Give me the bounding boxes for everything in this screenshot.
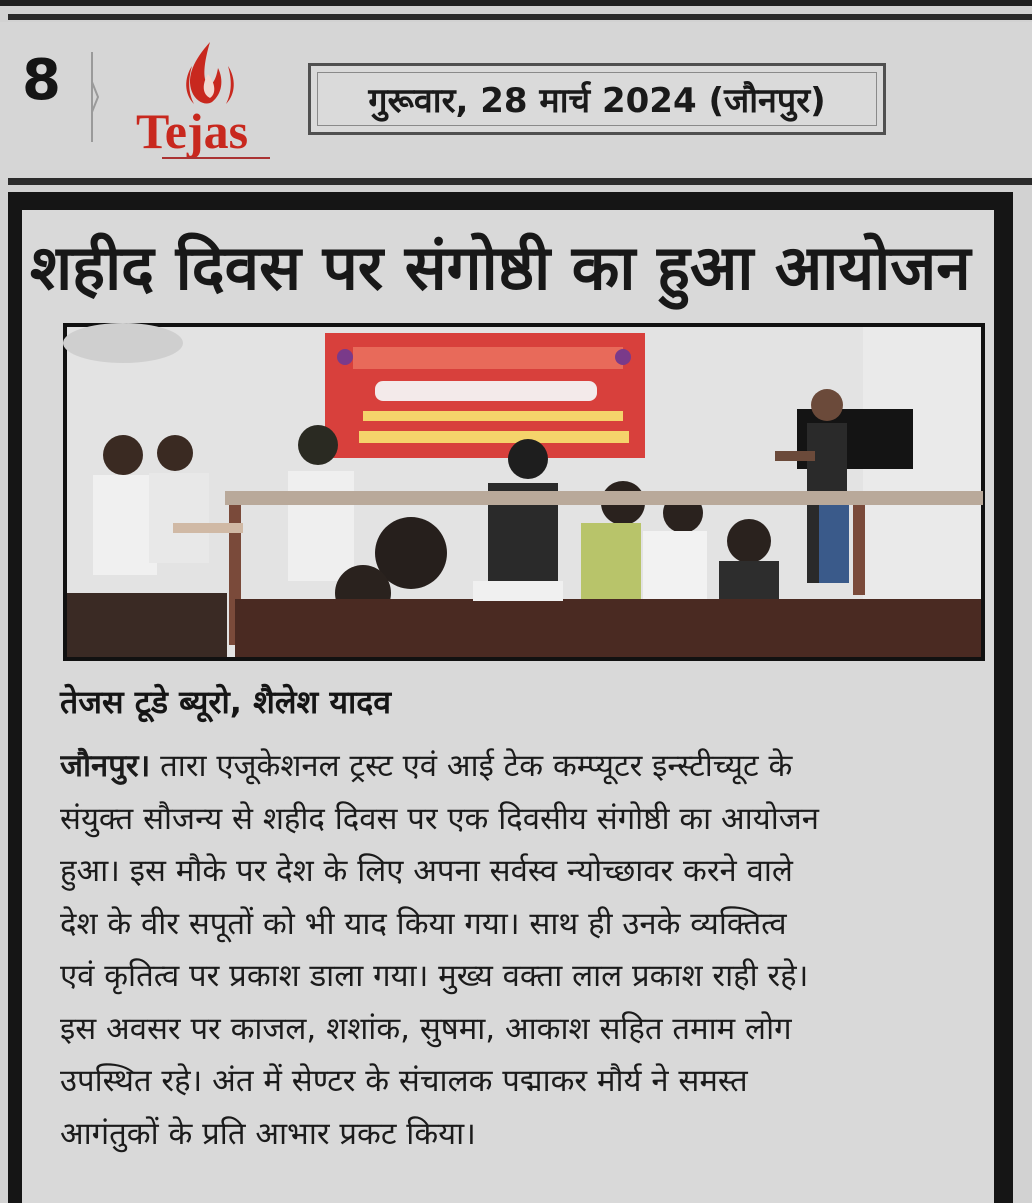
top-rule-secondary [8,14,1032,20]
body-line: एवं कृतित्व पर प्रकाश डाला गया। मुख्य वक्ता लाल प्रकाश राही रहे। [60,958,809,994]
article-headline: शहीद दिवस पर संगोष्ठी का हुआ आयोजन [30,231,971,304]
body-line: इस अवसर पर काजल, शशांक, सुषमा, आकाश सहित तमाम लोग [60,1010,792,1047]
logo-flame-icon [132,36,282,172]
body-line: संयुक्त सौजन्य से शहीद दिवस पर एक दिवसीय संगोष्ठी का आयोजन [60,800,819,837]
article-byline: तेजस टूडे ब्यूरो, शैलेश यादव [60,683,392,721]
event-banner [325,333,645,458]
svg-text:Tejas: Tejas [136,103,249,159]
body-line: आगंतुकों के प्रति आभार प्रकट किया। [60,1115,476,1152]
page-number: 8 [22,48,61,113]
dateline: जौनपुर। [60,748,151,784]
header-divider [90,52,100,142]
article-body [60,740,986,1160]
body-line: उपस्थित रहे। अंत में सेण्टर के संचालक पद्माकर मौर्य ने समस्त [60,1063,748,1099]
body-line: जौनपुर। तारा एजूकेशनल ट्रस्ट एवं आई टेक कम्प्यूटर इन्स्टीच्यूट के [60,748,793,784]
seminar-photo [63,323,985,661]
tejas-logo [132,36,282,172]
date-box [308,63,886,135]
body-line: हुआ। इस मौके पर देश के लिए अपना सर्वस्व न्योच्छावर करने वाले [60,853,793,889]
body-line: देश के वीर सपूतों को भी याद किया गया। साथ ही उनके व्यक्तित्व [60,905,787,942]
header-rule [8,178,1032,185]
date-line: गुरूवार, 28 मार्च 2024 (जौनपुर) [368,81,826,121]
top-rule [0,0,1032,6]
